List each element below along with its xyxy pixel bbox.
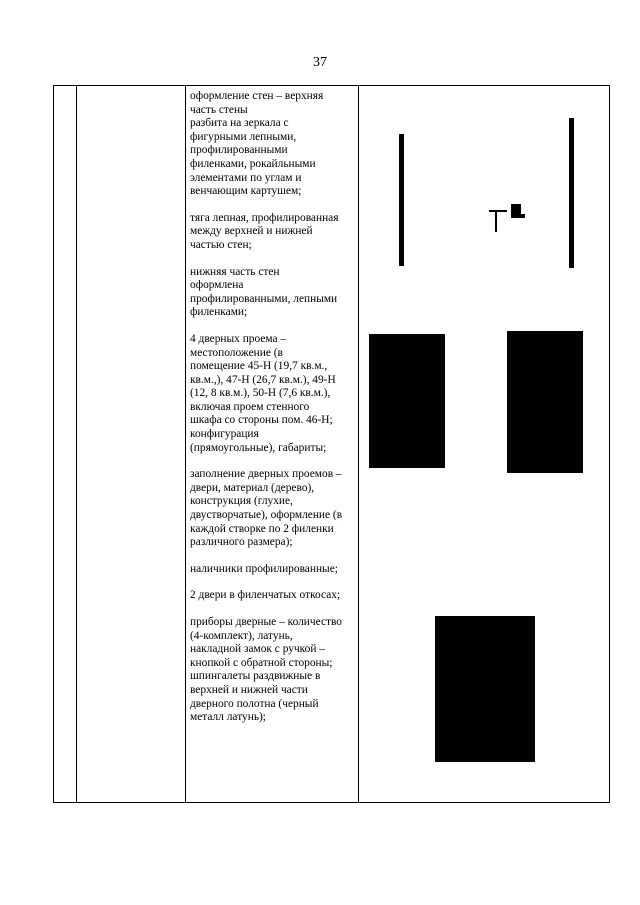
- description-item: 2 двери в филенчатых откосах;: [190, 589, 341, 602]
- table-row: [54, 86, 610, 803]
- description-item: тяга лепная, профилированная между верхней и нижней частью стен;: [190, 211, 339, 251]
- wall-photo-right: [569, 118, 574, 268]
- description-item: оформление стен – верхняя часть стены разбита на зеркала с фигурными лепными, профилированными филенками, рокайльными элементами по углам и венчающим картушем;: [190, 90, 324, 198]
- description-item: 4 дверных проема – местоположение (в помещение 45-Н (19,7 кв.м., кв.м.,), 47-Н (26,7 кв.м.), 49-Н (12, 8 кв.м.), 50-Н (7,6 кв.м.), включая проем стенного шкафа со стороны пом. 46-Н; конфигурация (прямоугольные), габариты;: [190, 332, 336, 454]
- door-photo-right: [507, 331, 583, 473]
- description-item: заполнение дверных проемов – двери, материал (дерево), конструкция (глухие, двустворчатые), оформление (в каждой створке по 2 филенки различного размера);: [190, 468, 343, 549]
- photo-area: [359, 86, 609, 802]
- description-cell: [186, 86, 359, 803]
- page-number: 37: [313, 55, 327, 70]
- index-cell: [54, 86, 77, 803]
- door-hardware-photo: [435, 616, 535, 762]
- monument-description-table: [53, 85, 610, 803]
- element-name-cell: [77, 86, 186, 803]
- description-item: нижняя часть стен оформлена профилированными, лепными филенками;: [190, 265, 338, 319]
- wall-molding-photo: [489, 204, 529, 238]
- description-item: приборы дверные – количество (4-комплект), латунь, накладной замок с ручкой – кнопкой с обратной стороны; шпингалеты раздвижные в верхней и нижней части дверного полотна (черный металл латунь);: [190, 616, 343, 724]
- description-item: наличники профилированные;: [190, 562, 338, 575]
- door-photo-left: [369, 334, 445, 468]
- description-list: [186, 86, 358, 725]
- wall-photo-left: [399, 134, 404, 266]
- photo-cell: [359, 86, 610, 803]
